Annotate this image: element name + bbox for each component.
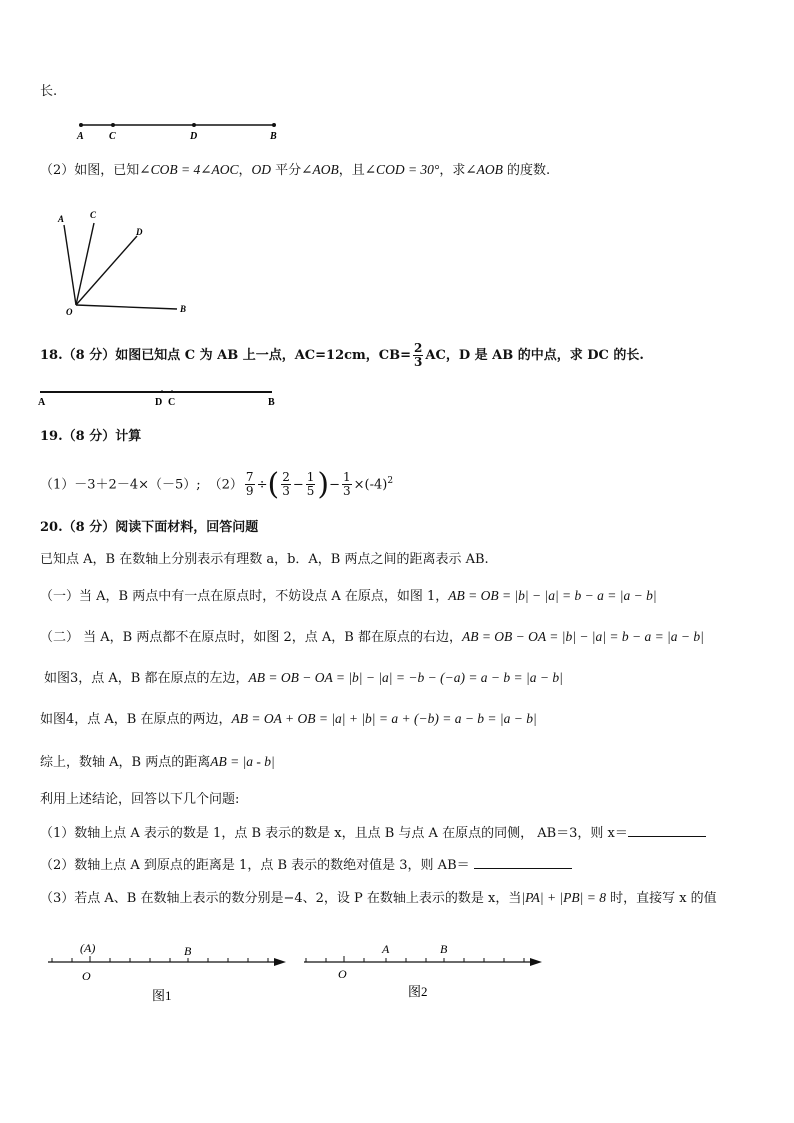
question-20-intro: 已知点 A，B 在数轴上分别表示有理数 a，b．A，B 两点之间的距离表示 AB. [40, 552, 489, 567]
question-17-part-2: （2）如图，已知∠COB = 4∠AOC，OD 平分∠AOB，且∠COD = 30°，求∠AOB 的度数. [40, 162, 551, 178]
point-label-a: A [77, 131, 84, 142]
number-line-figure-1 [42, 938, 292, 1006]
question-19-title: 19.（8 分）计算 [40, 429, 142, 444]
point-label-b: B [440, 942, 448, 956]
continued-text: 长. [40, 84, 58, 99]
segment-figure-2 [36, 386, 286, 408]
ray-label-d: D [136, 227, 143, 237]
origin-label: O [338, 967, 347, 981]
problem-2: （2）数轴上点 A 到原点的距离是 1，点 B 表示的数绝对值是 3，则 AB＝ [40, 855, 572, 874]
point-label-a: A [38, 397, 46, 408]
point-label-d: D [155, 397, 163, 408]
point-label-b: B [270, 131, 277, 142]
ray-label-a: A [58, 214, 65, 224]
segment-figure-1 [70, 118, 290, 144]
number-line-figure-2 [300, 938, 550, 1006]
answer-blank-2[interactable] [474, 855, 572, 869]
ray-label-c: C [90, 210, 97, 220]
case-4: 如图4，点 A，B 在原点的两边，AB = OA + OB = |a| + |b| = a + (−b) = a − b = |a − b| [40, 711, 537, 727]
question-19-parts: （1）－3＋2－4×（－5）; （2） $\frac{7}{9}$ ÷( $\frac{2}{3}$ − $\frac{1}{5}$ )− $\frac{1}{3}$ $\times(-4)^2$ [40, 466, 394, 502]
vertex-label-o: O [66, 307, 73, 317]
point-label-c: C [168, 397, 176, 408]
angle-figure [52, 205, 202, 320]
point-label-b: B [184, 944, 192, 958]
ray-label-b: B [180, 304, 187, 314]
instruction: 利用上述结论，回答以下几个问题: [40, 792, 240, 807]
question-20-title: 20.（8 分）阅读下面材料，回答问题 [40, 520, 259, 535]
answer-blank-1[interactable] [628, 823, 706, 837]
point-label-a: (A) [80, 941, 96, 955]
summary: 综上，数轴 A，B 两点的距离AB = |a - b| [40, 754, 275, 770]
case-1: （一）当 A，B 两点中有一点在原点时，不妨设点 A 在原点，如图 1，AB = OB = |b| − |a| = b − a = |a − b| [40, 588, 657, 604]
point-label-b: B [268, 397, 275, 408]
problem-3: （3）若点 A、B 在数轴上表示的数分别是−4、2，设 P 在数轴上表示的数是 x，当|PA| + |PB| = 8 时，直接写 x 的值 [40, 890, 717, 906]
point-label-c: C [109, 131, 116, 142]
case-3: 如图3，点 A，B 都在原点的左边，AB = OB − OA = |b| − |a| = −b − (−a) = a − b = |a − b| [44, 670, 563, 686]
problem-1: （1）数轴上点 A 表示的数是 1，点 B 表示的数是 x，且点 B 与点 A 在原点的同侧， AB＝3，则 x＝ [40, 823, 706, 842]
point-label-d: D [190, 131, 198, 142]
point-label-a: A [382, 942, 390, 956]
case-2: （二） 当 A，B 两点都不在原点时，如图 2，点 A，B 都在原点的右边，AB = OB − OA = |b| − |a| = b − a = |a − b| [40, 629, 704, 645]
figure-caption: 图1 [152, 988, 172, 1003]
question-18: 18.（8 分）如图已知点 C 为 AB 上一点，AC=12cm，CB= $\frac{2}{3}$ AC，D 是 AB 的中点，求 DC 的长. [40, 341, 644, 369]
figure-caption: 图2 [408, 984, 428, 999]
origin-label: O [82, 969, 91, 983]
